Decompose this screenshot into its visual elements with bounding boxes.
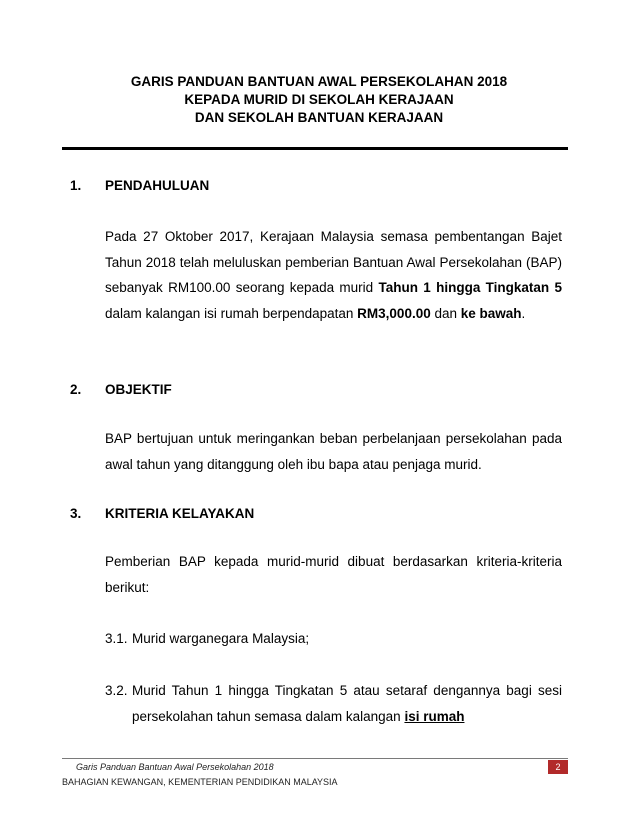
para-text: Pada 27 Oktober 2017, Kerajaan Malaysia semasa pembentangan Bajet Tahun 2018 telah meluluskan pemberian Bantuan Awal Persekolahan (BAP) sebanyak RM100.00 seorang kepada murid [105,229,562,295]
section-1-paragraph [105,224,562,326]
title-line-1: GARIS PANDUAN BANTUAN AWAL PERSEKOLAHAN 2018 [130,74,508,89]
item-3-1-text: Murid warganegara Malaysia; [132,631,310,646]
item-3-1-number: 3.1. [105,631,128,646]
section-1-number: 1. [70,178,82,193]
para-bold: Tahun 1 hingga Tingkatan 5 [378,280,562,295]
title-divider [62,147,568,150]
section-2-number: 2. [70,382,82,397]
section-2-paragraph: BAP bertujuan untuk meringankan beban perbelanjaan persekolahan pada awal tahun yang ditanggung oleh ibu bapa atau penjaga murid. [105,431,562,472]
item-3-2-text [132,678,562,729]
title-line-3: DAN SEKOLAH BANTUAN KERAJAAN [194,110,444,125]
para-text: dalam kalangan isi rumah berpendapatan [105,305,358,321]
section-1-heading: PENDAHULUAN [105,178,210,193]
title-line-2: KEPADA MURID DI SEKOLAH KERAJAAN [184,92,454,107]
footer-department: BAHAGIAN KEWANGAN, KEMENTERIAN PENDIDIKAN MALAYSIA [62,777,338,787]
item-text-underline: isi rumah [404,708,465,724]
item-text-body: Murid Tahun 1 hingga Tingkatan 5 atau setaraf dengannya bagi sesi persekolahan tahun semasa dalam kalangan [132,683,562,724]
item-3-2-number: 3.2. [105,683,128,698]
section-3-paragraph: Pemberian BAP kepada murid-murid dibuat berdasarkan kriteria-kriteria berikut: [105,554,562,595]
para-bold: ke bawah [460,305,522,321]
para-text: dan [430,305,461,321]
section-3-number: 3. [70,506,82,521]
para-bold: RM3,000.00 [357,305,431,321]
section-3-heading: KRITERIA KELAYAKAN [105,506,255,521]
section-2-heading: OBJEKTIF [105,382,172,397]
para-text: . [521,305,526,321]
footer-doc-title: Garis Panduan Bantuan Awal Persekolahan 2018 [76,762,274,772]
footer-divider [62,758,568,759]
page-number-badge: 2 [548,760,568,774]
